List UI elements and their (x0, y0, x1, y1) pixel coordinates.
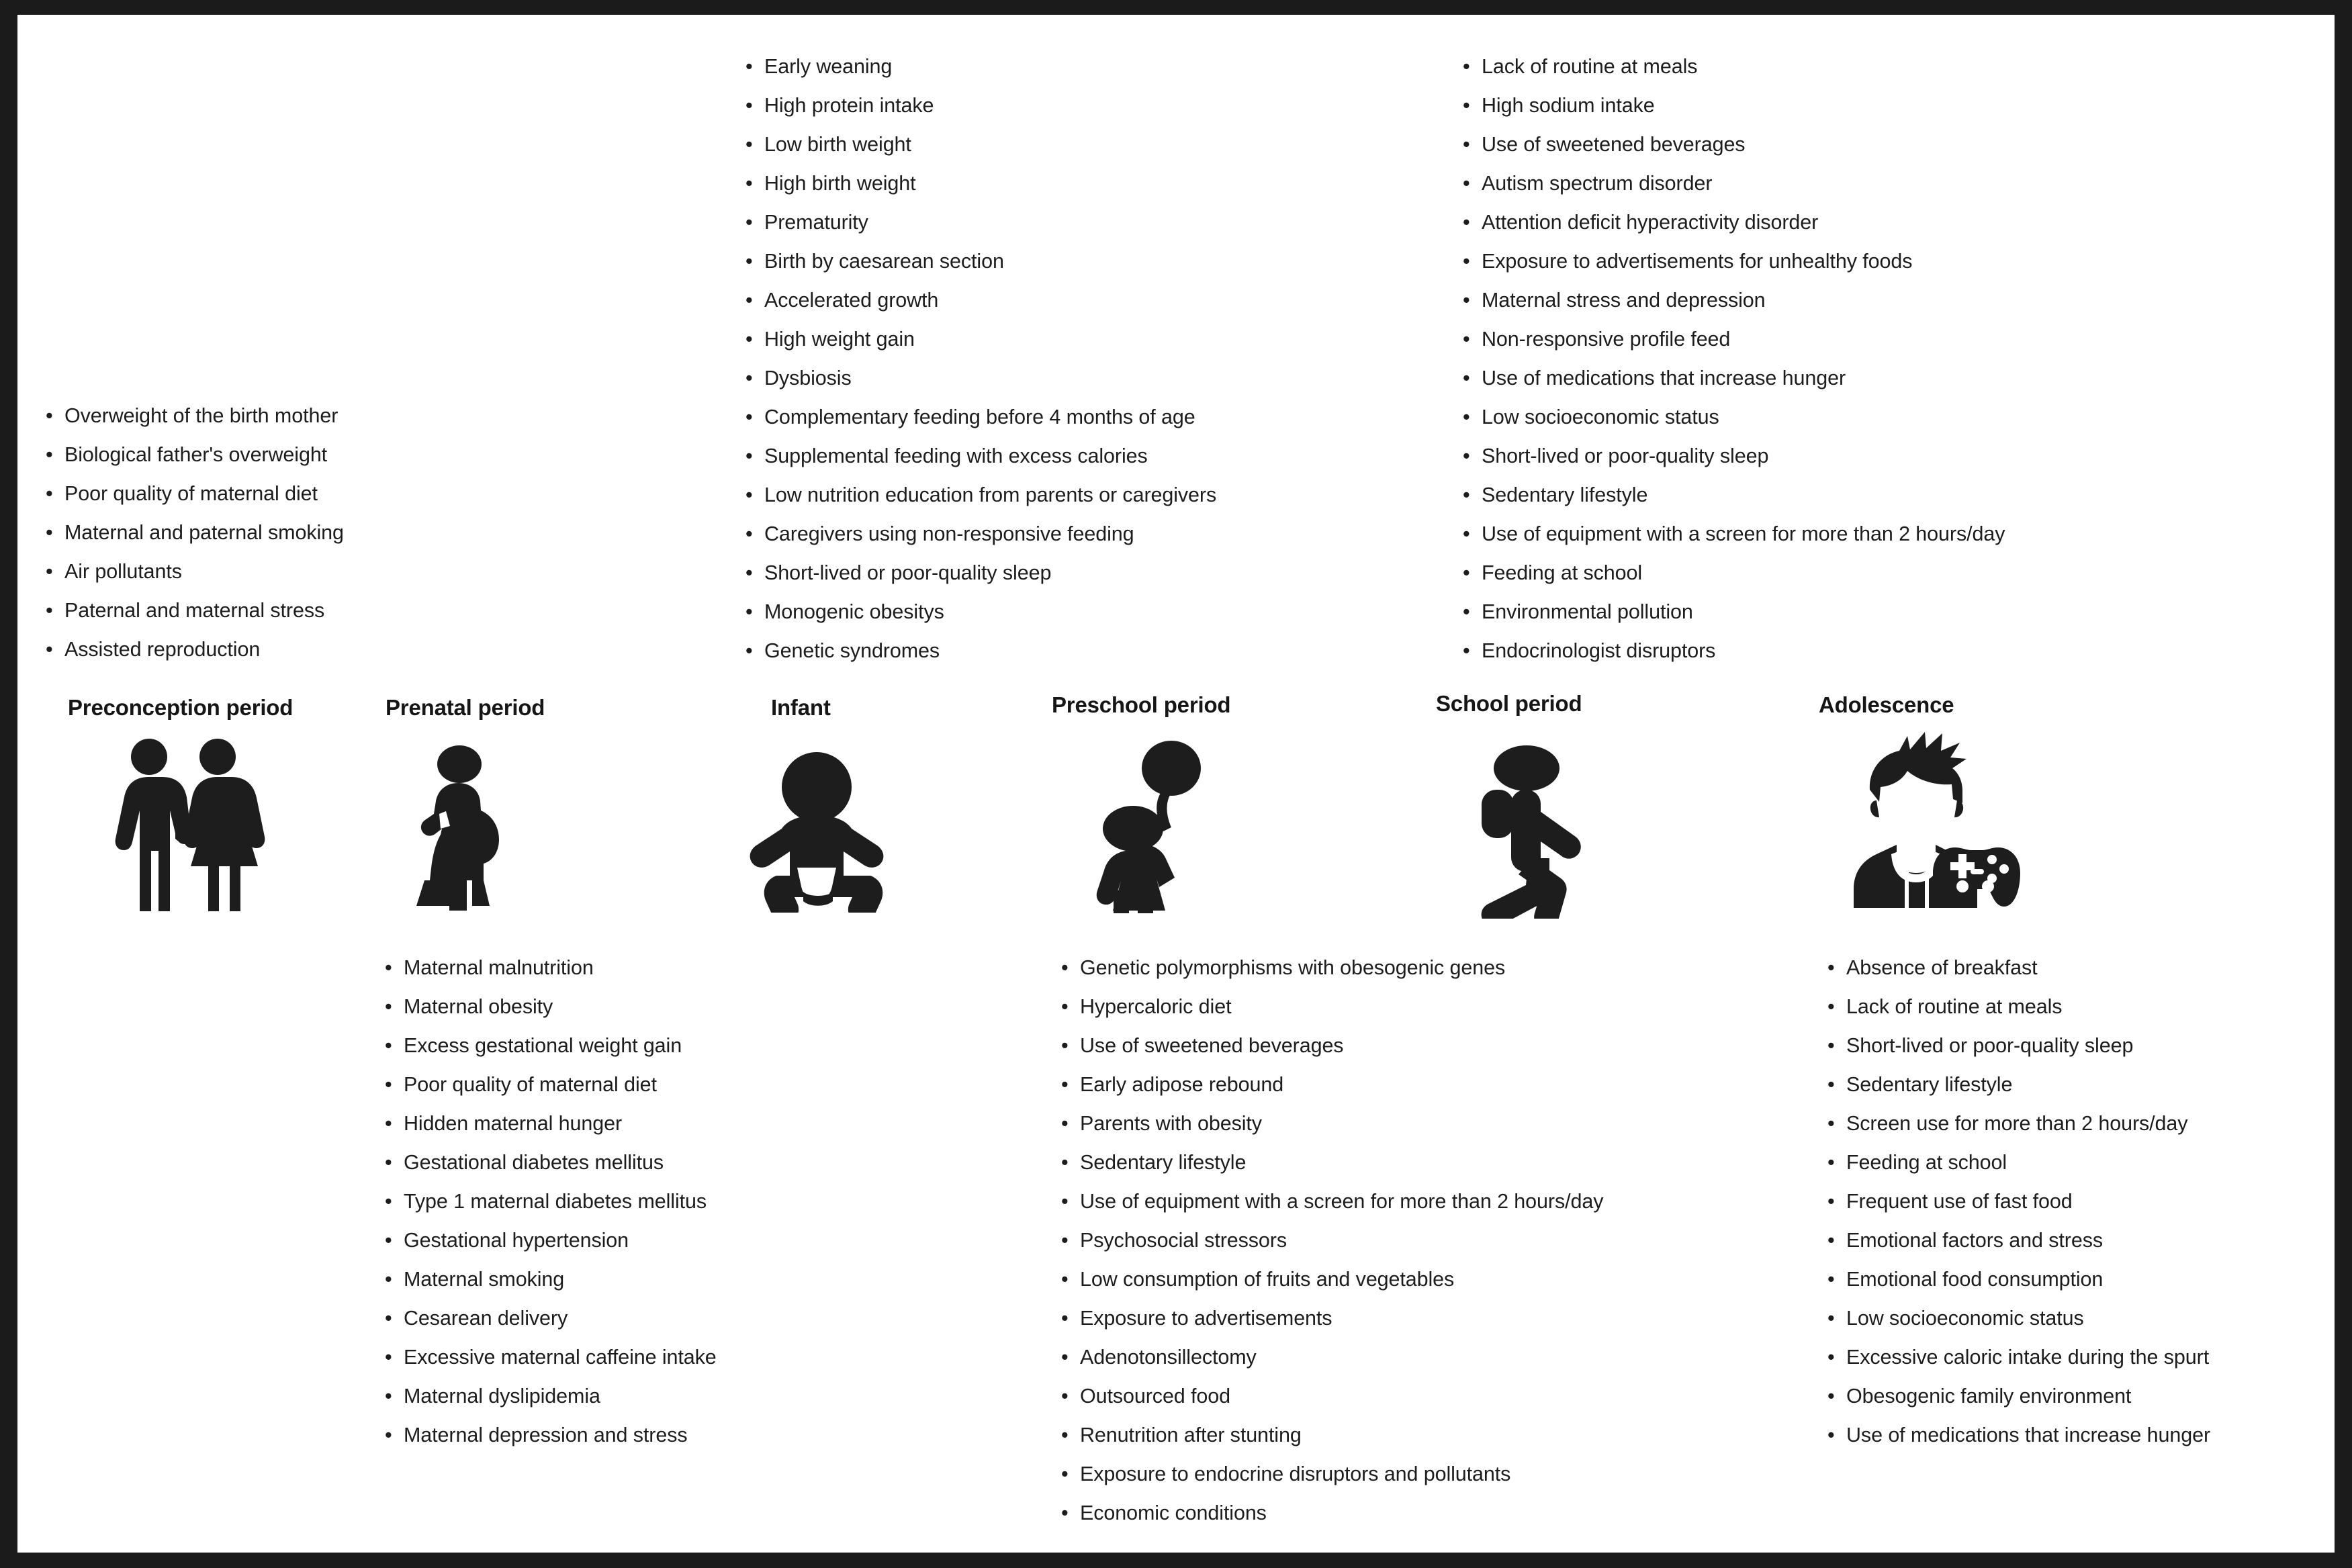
risk-factor-item: • Lack of routine at meals (1826, 987, 2210, 1026)
risk-factor-item: • Autism spectrum disorder (1461, 164, 2005, 203)
stage-title-infant: Infant (771, 695, 831, 720)
risk-factor-item: • Early weaning (744, 47, 1216, 86)
risk-factor-item: • Use of sweetened beverages (1461, 125, 2005, 164)
risk-factor-item: • Excess gestational weight gain (383, 1026, 717, 1065)
risk-factor-item: • Early adipose rebound (1060, 1065, 1603, 1104)
risk-factor-item: • Maternal dyslipidemia (383, 1377, 717, 1416)
risk-factor-item: • Renutrition after stunting (1060, 1416, 1603, 1455)
risk-factor-item: • Supplemental feeding with excess calories (744, 436, 1216, 475)
pregnant-woman-icon (407, 739, 528, 912)
risk-factor-item: • High protein intake (744, 86, 1216, 125)
risk-factor-item: • Monogenic obesitys (744, 592, 1216, 631)
stage-title-adolescence: Adolescence (1819, 692, 1954, 717)
risk-factor-item: • Gestational hypertension (383, 1221, 717, 1260)
risk-factor-item: • High birth weight (744, 164, 1216, 203)
risk-factor-list-preconception (44, 396, 344, 669)
risk-factor-item: • Short-lived or poor-quality sleep (1826, 1026, 2210, 1065)
risk-factor-list-preschool (1060, 948, 1603, 1532)
risk-factor-item: • Use of equipment with a screen for more than 2 hours/day (1461, 514, 2005, 553)
baby-icon (744, 748, 892, 913)
risk-factor-item: • Birth by caesarean section (744, 242, 1216, 281)
risk-factor-item: • Low socioeconomic status (1461, 398, 2005, 436)
risk-factor-item: • Outsourced food (1060, 1377, 1603, 1416)
risk-factor-item: • Cesarean delivery (383, 1299, 717, 1338)
risk-factor-item: • Frequent use of fast food (1826, 1182, 2210, 1221)
risk-factor-item: • Lack of routine at meals (1461, 47, 2005, 86)
couple-icon (105, 737, 266, 911)
risk-factor-list-infant (744, 47, 1216, 670)
risk-factor-item: • Sedentary lifestyle (1060, 1143, 1603, 1182)
risk-factor-item: • Type 1 maternal diabetes mellitus (383, 1182, 717, 1221)
risk-factor-item: • High weight gain (744, 320, 1216, 359)
risk-factor-item: • Accelerated growth (744, 281, 1216, 320)
school-child-with-backpack-icon (1463, 739, 1588, 919)
risk-factor-item: • Short-lived or poor-quality sleep (1461, 436, 2005, 475)
risk-factor-item: • Exposure to endocrine disruptors and pollutants (1060, 1455, 1603, 1493)
risk-factor-item: • Maternal malnutrition (383, 948, 717, 987)
risk-factor-item: • Low consumption of fruits and vegetables (1060, 1260, 1603, 1299)
risk-factor-item: • Feeding at school (1826, 1143, 2210, 1182)
risk-factor-item: • Poor quality of maternal diet (383, 1065, 717, 1104)
risk-factor-item: • High sodium intake (1461, 86, 2005, 125)
stage-title-prenatal: Prenatal period (386, 695, 545, 720)
risk-factor-item: • Environmental pollution (1461, 592, 2005, 631)
risk-factor-item: • Air pollutants (44, 552, 344, 591)
stage-title-preschool: Preschool period (1052, 692, 1231, 717)
risk-factor-item: • Assisted reproduction (44, 630, 344, 669)
risk-factor-list-prenatal (383, 948, 717, 1455)
risk-factor-item: • Short-lived or poor-quality sleep (744, 553, 1216, 592)
risk-factor-item: • Use of sweetened beverages (1060, 1026, 1603, 1065)
risk-factor-item: • Endocrinologist disruptors (1461, 631, 2005, 670)
risk-factor-item: • Excessive caloric intake during the spurt (1826, 1338, 2210, 1377)
risk-factor-item: • Genetic polymorphisms with obesogenic genes (1060, 948, 1603, 987)
risk-factor-item: • Genetic syndromes (744, 631, 1216, 670)
risk-factor-item: • Use of equipment with a screen for more than 2 hours/day (1060, 1182, 1603, 1221)
risk-factor-item: • Sedentary lifestyle (1461, 475, 2005, 514)
risk-factor-item: • Low nutrition education from parents or caregivers (744, 475, 1216, 514)
risk-factor-item: • Attention deficit hyperactivity disorder (1461, 203, 2005, 242)
risk-factor-item: • Psychosocial stressors (1060, 1221, 1603, 1260)
risk-factor-item: • Biological father's overweight (44, 435, 344, 474)
risk-factor-item: • Emotional food consumption (1826, 1260, 2210, 1299)
stage-title-preconception: Preconception period (68, 695, 293, 720)
risk-factor-item: • Use of medications that increase hunger (1826, 1416, 2210, 1455)
risk-factor-item: • Poor quality of maternal diet (44, 474, 344, 513)
risk-factor-item: • Low socioeconomic status (1826, 1299, 2210, 1338)
risk-factor-item: • Maternal and paternal smoking (44, 513, 344, 552)
risk-factor-item: • Dysbiosis (744, 359, 1216, 398)
risk-factor-item: • Sedentary lifestyle (1826, 1065, 2210, 1104)
risk-factor-item: • Hypercaloric diet (1060, 987, 1603, 1026)
risk-factor-item: • Hidden maternal hunger (383, 1104, 717, 1143)
risk-factor-item: • Non-responsive profile feed (1461, 320, 2005, 359)
risk-factor-item: • Economic conditions (1060, 1493, 1603, 1532)
risk-factor-item: • Complementary feeding before 4 months of age (744, 398, 1216, 436)
risk-factor-item: • Prematurity (744, 203, 1216, 242)
risk-factor-item: • Screen use for more than 2 hours/day (1826, 1104, 2210, 1143)
risk-factor-item: • Adenotonsillectomy (1060, 1338, 1603, 1377)
risk-factor-item: • Emotional factors and stress (1826, 1221, 2210, 1260)
child-with-balloon-icon (1084, 735, 1208, 915)
risk-factor-item: • Feeding at school (1461, 553, 2005, 592)
risk-factor-item: • Obesogenic family environment (1826, 1377, 2210, 1416)
stage-title-school: School period (1436, 691, 1582, 716)
risk-factor-item: • Exposure to advertisements for unhealthy foods (1461, 242, 2005, 281)
infographic-layer (17, 15, 2335, 1553)
risk-factor-item: • Maternal smoking (383, 1260, 717, 1299)
risk-factor-list-school (1461, 47, 2005, 670)
risk-factor-item: • Gestational diabetes mellitus (383, 1143, 717, 1182)
risk-factor-item: • Low birth weight (744, 125, 1216, 164)
risk-factor-item: • Caregivers using non-responsive feeding (744, 514, 1216, 553)
risk-factor-item: • Parents with obesity (1060, 1104, 1603, 1143)
risk-factor-item: • Maternal obesity (383, 987, 717, 1026)
teen-with-gamepad-icon (1846, 727, 2024, 908)
risk-factor-item: • Exposure to advertisements (1060, 1299, 1603, 1338)
risk-factor-item: • Excessive maternal caffeine intake (383, 1338, 717, 1377)
risk-factor-item: • Absence of breakfast (1826, 948, 2210, 987)
risk-factor-item: • Maternal depression and stress (383, 1416, 717, 1455)
risk-factor-list-adolescence (1826, 948, 2210, 1455)
risk-factor-item: • Paternal and maternal stress (44, 591, 344, 630)
risk-factor-item: • Use of medications that increase hunger (1461, 359, 2005, 398)
infographic-canvas (17, 15, 2335, 1553)
risk-factor-item: • Overweight of the birth mother (44, 396, 344, 435)
risk-factor-item: • Maternal stress and depression (1461, 281, 2005, 320)
